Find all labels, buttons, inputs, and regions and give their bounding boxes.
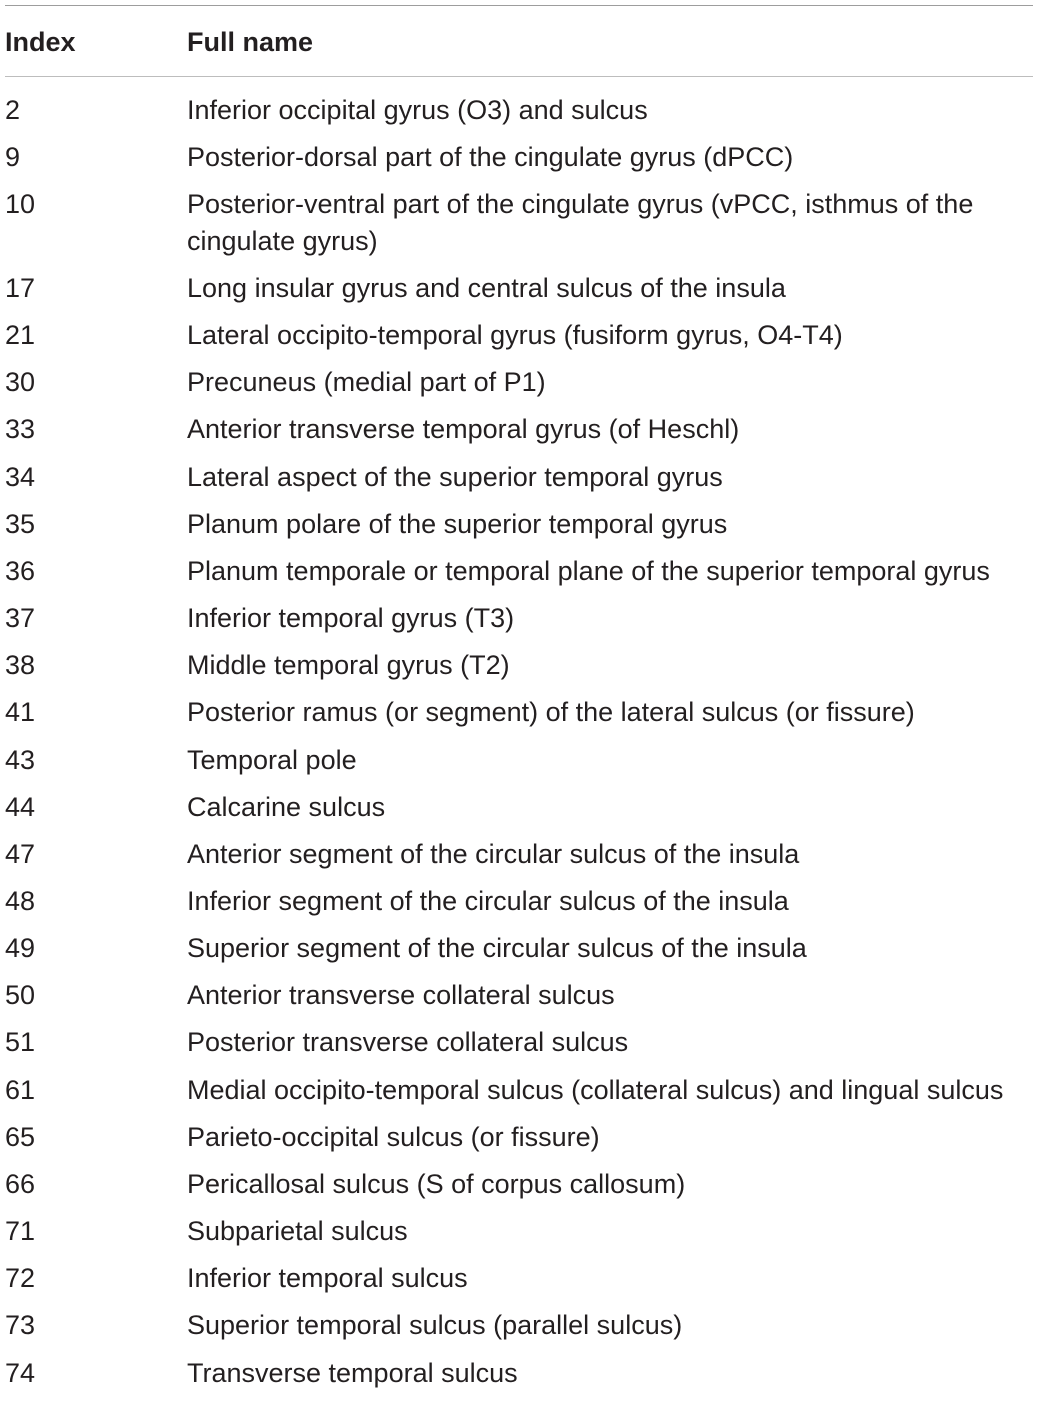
table-row	[5, 1166, 1033, 1213]
table-row	[5, 1119, 1033, 1166]
row-full-name-cell: Subparietal sulcus	[187, 1216, 408, 1247]
row-index-cell: 38	[5, 650, 36, 681]
table-row	[5, 1024, 1033, 1071]
row-full-name-cell: Lateral occipito-temporal gyrus (fusiform gyrus, O4-T4)	[187, 320, 843, 351]
row-full-name-cell: Superior segment of the circular sulcus of the insula	[187, 933, 807, 964]
row-full-name-cell: Inferior temporal gyrus (T3)	[187, 603, 515, 634]
row-full-name-cell: Posterior-ventral part of the cingulate gyrus (vPCC, isthmus of the cingulate gyrus)	[187, 189, 974, 256]
table-row	[5, 836, 1033, 883]
row-full-name-cell: Anterior segment of the circular sulcus of the insula	[187, 838, 800, 869]
row-index-cell: 34	[5, 461, 36, 492]
table-row	[5, 270, 1033, 317]
table-row	[5, 317, 1033, 364]
table-row	[5, 647, 1033, 694]
row-full-name-cell: Superior temporal sulcus (parallel sulcus)	[187, 1310, 683, 1341]
row-full-name-cell: Parieto-occipital sulcus (or fissure)	[187, 1121, 600, 1152]
row-full-name-cell: Inferior occipital gyrus (O3) and sulcus	[187, 95, 648, 125]
table-row	[5, 553, 1033, 600]
row-index-cell: 47	[5, 838, 36, 869]
region-table	[5, 5, 1033, 1402]
table-row	[5, 789, 1033, 836]
row-full-name-cell: Anterior transverse collateral sulcus	[187, 980, 615, 1011]
row-full-name-cell: Long insular gyrus and central sulcus of the insula	[187, 272, 786, 303]
row-index-cell: 9	[5, 142, 21, 173]
row-index-cell: 73	[5, 1310, 36, 1341]
table-row	[5, 411, 1033, 458]
row-full-name-cell: Posterior ramus (or segment) of the lateral sulcus (or fissure)	[187, 697, 915, 728]
row-full-name-cell: Posterior-dorsal part of the cingulate gyrus (dPCC)	[187, 142, 794, 173]
row-full-name-cell: Planum temporale or temporal plane of the superior temporal gyrus	[187, 555, 990, 586]
table-row	[5, 92, 1033, 139]
row-index-cell: 43	[5, 744, 36, 775]
row-index-cell: 48	[5, 886, 36, 916]
row-full-name-cell: Planum polare of the superior temporal gyrus	[187, 508, 728, 539]
row-index-cell: 50	[5, 980, 36, 1011]
row-full-name-cell: Precuneus (medial part of P1)	[187, 367, 546, 398]
row-full-name-cell: Temporal pole	[187, 744, 357, 775]
table-row	[5, 930, 1033, 977]
table-row	[5, 1213, 1033, 1260]
table-row	[5, 459, 1033, 506]
index-column-header: Index	[5, 27, 76, 57]
full-name-column-header: Full name	[187, 27, 314, 57]
row-index-cell: 21	[5, 320, 36, 351]
row-full-name-cell: Inferior segment of the circular sulcus of the insula	[187, 886, 789, 916]
table-row	[5, 600, 1033, 647]
row-full-name-cell: Pericallosal sulcus (S of corpus callosum)	[187, 1168, 686, 1199]
row-index-cell: 61	[5, 1074, 36, 1105]
row-index-cell: 10	[5, 189, 36, 220]
row-index-cell: 37	[5, 603, 36, 634]
row-index-cell: 51	[5, 1027, 36, 1058]
table-row	[5, 694, 1033, 741]
table-row	[5, 139, 1033, 186]
table-body	[5, 77, 1033, 1402]
table-row	[5, 883, 1033, 930]
table-row	[5, 977, 1033, 1024]
row-index-cell: 33	[5, 414, 36, 445]
row-full-name-cell: Anterior transverse temporal gyrus (of Heschl)	[187, 414, 740, 445]
row-full-name-cell: Posterior transverse collateral sulcus	[187, 1027, 629, 1058]
row-index-cell: 71	[5, 1216, 36, 1247]
table-row	[5, 742, 1033, 789]
row-index-cell: 74	[5, 1357, 36, 1388]
row-index-cell: 72	[5, 1263, 36, 1294]
row-full-name-cell: Calcarine sulcus	[187, 791, 386, 822]
row-full-name-cell: Inferior temporal sulcus	[187, 1263, 468, 1294]
row-index-cell: 30	[5, 367, 36, 398]
row-full-name-cell: Transverse temporal sulcus	[187, 1357, 518, 1388]
table-row	[5, 1355, 1033, 1402]
row-full-name-cell: Medial occipito-temporal sulcus (collateral sulcus) and lingual sulcus	[187, 1074, 1004, 1105]
row-index-cell: 65	[5, 1121, 36, 1152]
table-row	[5, 1072, 1033, 1119]
table-row	[5, 364, 1033, 411]
table-row	[5, 186, 1033, 270]
row-index-cell: 49	[5, 933, 36, 964]
row-index-cell: 2	[5, 95, 21, 125]
table-row	[5, 1260, 1033, 1307]
row-full-name-cell: Middle temporal gyrus (T2)	[187, 650, 510, 681]
table-row	[5, 506, 1033, 553]
table-row	[5, 1307, 1033, 1354]
row-index-cell: 17	[5, 272, 36, 303]
row-index-cell: 35	[5, 508, 36, 539]
table-header	[5, 6, 1033, 77]
row-index-cell: 66	[5, 1168, 36, 1199]
row-index-cell: 44	[5, 791, 36, 822]
row-index-cell: 36	[5, 555, 36, 586]
row-full-name-cell: Lateral aspect of the superior temporal gyrus	[187, 461, 723, 492]
row-index-cell: 41	[5, 697, 36, 728]
